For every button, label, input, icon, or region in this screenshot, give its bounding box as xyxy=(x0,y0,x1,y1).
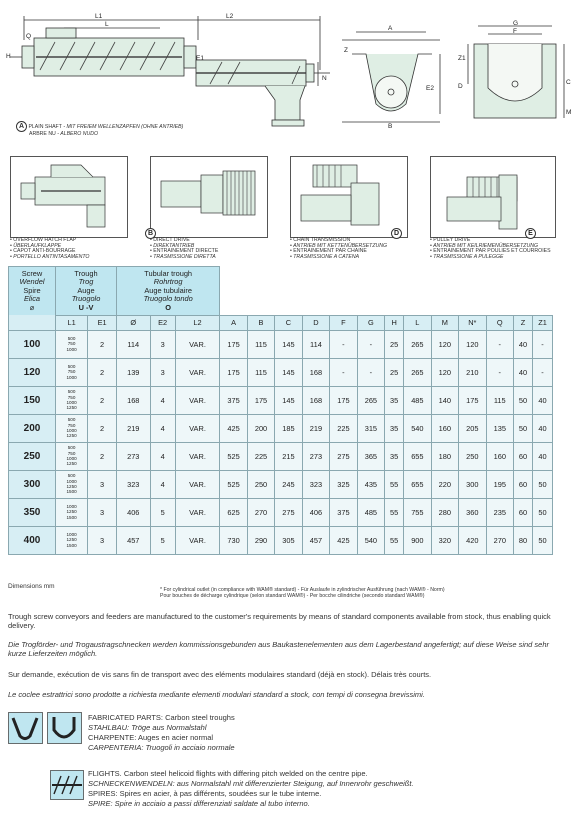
dimensions-note: Dimensions mm xyxy=(8,583,55,590)
table-cell: 168 xyxy=(302,358,329,386)
l1-length-value: 1250 xyxy=(66,484,77,489)
spec-table xyxy=(8,266,553,555)
table-cell: 220 xyxy=(431,470,458,498)
column-header: Ø xyxy=(117,315,151,330)
table-cell: 315 xyxy=(357,414,384,442)
column-header: B xyxy=(247,315,274,330)
label-L1: L1 xyxy=(95,13,103,20)
l1-lengths-cell xyxy=(56,442,88,470)
table-group-header xyxy=(9,267,553,316)
l1-length-value: 1000 xyxy=(66,374,77,380)
overflow-hatch-drawing xyxy=(11,157,125,235)
column-header: M xyxy=(431,315,458,330)
table-cell: 3 xyxy=(150,358,175,386)
table-cell: - xyxy=(330,330,357,358)
screw-flight-icon xyxy=(50,770,84,800)
table-cell: 114 xyxy=(117,330,151,358)
l1-length-value: 500 xyxy=(67,445,76,451)
table-cell: 2 xyxy=(88,358,117,386)
table-cell: 120 xyxy=(459,330,486,358)
label-M: M xyxy=(566,109,572,116)
table-cell: VAR. xyxy=(175,330,220,358)
table-cell: 275 xyxy=(330,442,357,470)
table-cell: 265 xyxy=(357,386,384,414)
l1-lengths-cell xyxy=(56,386,88,414)
l1-length-value: 500 xyxy=(67,417,76,423)
l1-length-value: 750 xyxy=(67,422,76,428)
l1-length-value: 1000 xyxy=(66,503,77,509)
l1-length-value: 1500 xyxy=(66,514,77,520)
screw-size-cell: 120 xyxy=(9,358,56,386)
badge-b: B xyxy=(145,228,156,239)
column-header: Q xyxy=(486,315,513,330)
table-cell: 80 xyxy=(514,526,533,554)
screw-size-cell: 100 xyxy=(9,330,56,358)
table-cell: 525 xyxy=(220,442,247,470)
column-header: C xyxy=(275,315,302,330)
table-cell: 3 xyxy=(88,526,117,554)
table-cell: 55 xyxy=(385,526,404,554)
table-cell: 2 xyxy=(88,386,117,414)
l1-length-value: 500 xyxy=(67,389,76,395)
table-cell: 250 xyxy=(247,470,274,498)
l1-length-value: 1250 xyxy=(66,405,77,411)
table-cell: 120 xyxy=(431,358,458,386)
l1-length-value: 500 xyxy=(67,473,76,479)
table-cell: 270 xyxy=(247,498,274,526)
table-cell: 225 xyxy=(330,414,357,442)
table-cell: 5 xyxy=(150,498,175,526)
table-cell: 35 xyxy=(385,386,404,414)
table-cell: 40 xyxy=(514,358,533,386)
table-row xyxy=(9,442,553,470)
table-cell: 425 xyxy=(220,414,247,442)
table-cell: 323 xyxy=(302,470,329,498)
table-cell: 3 xyxy=(150,330,175,358)
trough-header: Trough Trog Auge Truogolo U -V xyxy=(56,267,117,316)
table-cell: 175 xyxy=(330,386,357,414)
table-cell: 60 xyxy=(514,470,533,498)
l1-length-value: 750 xyxy=(67,450,76,456)
table-cell: VAR. xyxy=(175,442,220,470)
table-cell: - xyxy=(486,358,513,386)
table-cell: 50 xyxy=(533,526,553,554)
table-cell: - xyxy=(357,358,384,386)
l1-lengths-cell xyxy=(56,526,88,554)
l1-length-value: 750 xyxy=(67,341,76,347)
table-cell: 115 xyxy=(486,386,513,414)
label-Q: Q xyxy=(26,33,32,40)
table-cell: 35 xyxy=(385,442,404,470)
table-cell: 540 xyxy=(357,526,384,554)
table-cell: 265 xyxy=(404,358,431,386)
table-cell: 60 xyxy=(514,498,533,526)
table-cell: 168 xyxy=(302,386,329,414)
drive-option-overflow xyxy=(10,156,128,238)
label-F: F xyxy=(513,28,517,35)
table-cell: VAR. xyxy=(175,470,220,498)
table-footnote: * For cylindrical outlet (in compliance with WAM® standard) - Für Auslaufe in zylindrischer Ausführung (nach WAM® - Norm) Pour bouches de décharge cylindrique (selon standard WAM®) - Per bocche cilindriche (secondo standard WAM®) xyxy=(160,587,445,600)
table-cell: 25 xyxy=(385,358,404,386)
table-row xyxy=(9,470,553,498)
table-cell: 50 xyxy=(533,498,553,526)
table-cell: 425 xyxy=(330,526,357,554)
table-cell: 270 xyxy=(486,526,513,554)
trough-profiles-icon xyxy=(8,712,84,744)
table-row xyxy=(9,330,553,358)
table-cell: 375 xyxy=(220,386,247,414)
drive-option-direct xyxy=(150,156,268,238)
table-cell: 5 xyxy=(150,526,175,554)
table-cell: 40 xyxy=(533,442,553,470)
drive-option-pulley xyxy=(430,156,556,238)
table-cell: 140 xyxy=(431,386,458,414)
table-cell: 25 xyxy=(385,330,404,358)
table-cell: 168 xyxy=(117,386,151,414)
badge-e: E xyxy=(525,228,536,239)
table-cell: 160 xyxy=(431,414,458,442)
l1-lengths-cell xyxy=(56,470,88,498)
l1-lengths-cell xyxy=(56,358,88,386)
table-cell: VAR. xyxy=(175,526,220,554)
column-header: L xyxy=(404,315,431,330)
column-header: G xyxy=(357,315,384,330)
table-cell: 2 xyxy=(88,442,117,470)
table-cell: 175 xyxy=(220,330,247,358)
table-cell: 457 xyxy=(302,526,329,554)
paragraph-en: Trough screw conveyors and feeders are manufactured to the customer's requirements by means of standard components available from stock, thus enabling quick delivery. xyxy=(8,612,551,631)
tubular-cross-section-drawing xyxy=(456,18,576,128)
table-cell: 3 xyxy=(88,498,117,526)
table-cell: 900 xyxy=(404,526,431,554)
paragraph-it: Le coclee estrattrici sono prodotte a richiesta mediante elementi modulari standard a stock, con tempi di consegna brevissimi. xyxy=(8,690,425,699)
table-cell: 406 xyxy=(302,498,329,526)
table-cell: 280 xyxy=(431,498,458,526)
table-cell: 200 xyxy=(247,414,274,442)
table-cell: 180 xyxy=(431,442,458,470)
table-cell: 205 xyxy=(459,414,486,442)
table-cell: 175 xyxy=(247,386,274,414)
table-cell: 40 xyxy=(533,386,553,414)
column-header: L2 xyxy=(175,315,220,330)
label-N: N xyxy=(322,75,327,82)
label-Z1: Z1 xyxy=(458,55,466,62)
table-cell: 655 xyxy=(404,470,431,498)
label-C: C xyxy=(566,79,571,86)
table-cell: 115 xyxy=(247,358,274,386)
table-cell: 420 xyxy=(459,526,486,554)
table-cell: 4 xyxy=(150,470,175,498)
table-cell: 145 xyxy=(275,330,302,358)
label-E1: E1 xyxy=(196,55,204,62)
table-cell: 115 xyxy=(247,330,274,358)
chain-transmission-drawing xyxy=(291,157,405,235)
table-cell: 225 xyxy=(247,442,274,470)
caption-overflow: • OVERFLOW HATCH FLAP • ÜBERLAUFKLAPPE • CAPOT ANTI-BOURRAGE • PORTELLO ANTINTASAMENTO xyxy=(10,237,90,260)
table-cell: 655 xyxy=(404,442,431,470)
table-cell: 325 xyxy=(330,470,357,498)
table-cell: 175 xyxy=(459,386,486,414)
table-cell: 50 xyxy=(514,414,533,442)
table-cell: 730 xyxy=(220,526,247,554)
column-header: E2 xyxy=(150,315,175,330)
table-cell: 375 xyxy=(330,498,357,526)
table-cell: 305 xyxy=(275,526,302,554)
table-cell: 195 xyxy=(486,470,513,498)
table-cell: 275 xyxy=(275,498,302,526)
caption-pulley: • PULLEY DRIVE • ANTRIEB MIT KEILRIEMENÜBERSETZUNG • ENTRAINEMENT PAR POULIES ET COURROIES • TRASMISSIONE A PULEGGE xyxy=(430,237,551,260)
table-cell: 265 xyxy=(404,330,431,358)
table-cell: 485 xyxy=(357,498,384,526)
table-cell: - xyxy=(330,358,357,386)
table-cell: 2 xyxy=(88,414,117,442)
paragraph-fr: Sur demande, exécution de vis sans fin de transport avec des eléments modulaires standard (déjà en stock). Délais très courts. xyxy=(8,670,432,679)
l1-length-value: 1500 xyxy=(66,489,77,495)
table-cell: 35 xyxy=(385,414,404,442)
l1-length-value: 1000 xyxy=(66,456,77,461)
caption-chain: • CHAIN TRANSMISSION • ANTRIEB MIT KETTENÜBERSETZUNG • ENTRAINEMENT PAR CHAINE • TRASMISSIONE A CATENA xyxy=(290,237,388,260)
table-row xyxy=(9,526,553,554)
table-cell: 210 xyxy=(459,358,486,386)
label-D: D xyxy=(458,83,463,90)
l1-length-value: 750 xyxy=(67,394,76,400)
table-cell: 755 xyxy=(404,498,431,526)
screw-size-cell: 150 xyxy=(9,386,56,414)
l1-length-value: 1500 xyxy=(66,542,77,548)
screw-size-cell: 300 xyxy=(9,470,56,498)
table-cell: 457 xyxy=(117,526,151,554)
column-header: F xyxy=(330,315,357,330)
paragraph-de: Die Trogförder- und Trogaustragschnecken werden kommissionsgebunden aus Baukastenelementen aus dem Lagerbestand angefertigt; auf diese Weise sind sehr kurze Lieferzeiten möglich. xyxy=(8,640,550,659)
l1-lengths-cell xyxy=(56,498,88,526)
table-cell: 250 xyxy=(459,442,486,470)
table-row xyxy=(9,358,553,386)
direct-drive-drawing xyxy=(151,157,265,235)
label-B: B xyxy=(388,123,393,128)
l1-length-value: 500 xyxy=(67,335,76,341)
table-cell: 185 xyxy=(275,414,302,442)
table-cell: - xyxy=(533,358,553,386)
table-cell: 145 xyxy=(275,386,302,414)
caption-plain-shaft: A PLAIN SHAFT - MIT FREIEM WELLENZAPFEN (OHNE ANTRIEB) ARBRE NU - ALBERO NUDO xyxy=(16,121,183,138)
table-cell: 120 xyxy=(431,330,458,358)
table-row xyxy=(9,414,553,442)
tubular-header: Tubular trough Rohrtrog Auge tubulaire Truogolo tondo O xyxy=(117,267,220,316)
column-header: A xyxy=(220,315,247,330)
table-cell: 625 xyxy=(220,498,247,526)
table-cell: 145 xyxy=(275,358,302,386)
l1-lengths-cell xyxy=(56,330,88,358)
l1-length-value: 1000 xyxy=(66,531,77,537)
table-cell: 406 xyxy=(117,498,151,526)
label-A: A xyxy=(388,25,393,32)
table-cell: 4 xyxy=(150,386,175,414)
table-cell: 235 xyxy=(486,498,513,526)
screw-size-cell: 400 xyxy=(9,526,56,554)
l1-length-value: 1250 xyxy=(66,433,77,439)
column-header: L1 xyxy=(56,315,88,330)
table-cell: 40 xyxy=(514,330,533,358)
table-cell: 290 xyxy=(247,526,274,554)
flights-text: FLIGHTS. Carbon steel helicoid flights with differing pitch welded on the centre pipe. SCHNECKENWENDELN: aus Normalstahl mit differenzierter Steigung, auf Innenrohr geschweißt. SPIRES: Spires en acier, à pas différents, soudées sur le tube interne. SPIRE: Spire in acciaio a passi differenziati saldate al tubo interno. xyxy=(88,769,414,808)
table-cell: 60 xyxy=(514,442,533,470)
l1-length-value: 1000 xyxy=(66,478,77,484)
table-cell: 435 xyxy=(357,470,384,498)
table-cell: 50 xyxy=(514,386,533,414)
table-cell: 135 xyxy=(486,414,513,442)
table-cell: 219 xyxy=(302,414,329,442)
trough-cross-section-drawing xyxy=(336,18,458,128)
table-cell: 3 xyxy=(88,470,117,498)
table-cell: VAR. xyxy=(175,386,220,414)
l1-length-value: 1000 xyxy=(66,428,77,433)
l1-length-value: 1000 xyxy=(66,400,77,405)
table-cell: 175 xyxy=(220,358,247,386)
label-L2: L2 xyxy=(226,13,234,20)
table-cell: 160 xyxy=(486,442,513,470)
l1-length-value: 750 xyxy=(67,369,76,375)
table-cell: 245 xyxy=(275,470,302,498)
l1-length-value: 1250 xyxy=(66,537,77,543)
table-cell: 273 xyxy=(117,442,151,470)
table-cell: 215 xyxy=(275,442,302,470)
table-cell: 320 xyxy=(431,526,458,554)
column-header: N* xyxy=(459,315,486,330)
table-cell: 4 xyxy=(150,414,175,442)
label-L: L xyxy=(105,21,109,28)
badge-a: A xyxy=(16,121,27,132)
table-cell: 40 xyxy=(533,414,553,442)
table-cell: 2 xyxy=(88,330,117,358)
screw-size-cell: 350 xyxy=(9,498,56,526)
label-G: G xyxy=(513,20,519,27)
table-cell: - xyxy=(486,330,513,358)
table-cell: 273 xyxy=(302,442,329,470)
screw-size-cell: 250 xyxy=(9,442,56,470)
l1-lengths-cell xyxy=(56,414,88,442)
table-cell: 360 xyxy=(459,498,486,526)
column-header: Z1 xyxy=(533,315,553,330)
table-cell: - xyxy=(533,330,553,358)
table-cell: 365 xyxy=(357,442,384,470)
table-cell: 4 xyxy=(150,442,175,470)
table-row xyxy=(9,386,553,414)
table-cell: VAR. xyxy=(175,414,220,442)
table-cell: 540 xyxy=(404,414,431,442)
label-E2: E2 xyxy=(426,85,434,92)
table-cell: 50 xyxy=(533,470,553,498)
table-cell: 55 xyxy=(385,470,404,498)
table-cell: 139 xyxy=(117,358,151,386)
l1-length-value: 1250 xyxy=(66,509,77,515)
table-cell: - xyxy=(357,330,384,358)
table-cell: 55 xyxy=(385,498,404,526)
table-cell: 525 xyxy=(220,470,247,498)
screw-header: Screw Wendel Spire Elica ⌀ xyxy=(9,267,56,316)
l1-length-value: 1250 xyxy=(66,461,77,467)
fabricated-parts-text: FABRICATED PARTS: Carbon steel troughs STAHLBAU: Tröge aus Normalstahl CHARPENTE: Auges en acier normal CARPENTERIA: Truogoli in acciaio normale xyxy=(88,713,235,752)
column-header: Z xyxy=(514,315,533,330)
column-header: E1 xyxy=(88,315,117,330)
badge-d: D xyxy=(391,228,402,239)
table-row xyxy=(9,498,553,526)
l1-length-value: 1000 xyxy=(66,346,77,352)
l1-length-value: 500 xyxy=(67,363,76,369)
table-cell: 219 xyxy=(117,414,151,442)
column-header: H xyxy=(385,315,404,330)
table-cell: 300 xyxy=(459,470,486,498)
label-H: H xyxy=(6,53,11,60)
table-cell: 114 xyxy=(302,330,329,358)
table-cell: VAR. xyxy=(175,498,220,526)
table-column-header xyxy=(9,315,553,330)
column-header: D xyxy=(302,315,329,330)
screw-size-cell: 200 xyxy=(9,414,56,442)
table-cell: 323 xyxy=(117,470,151,498)
table-cell: 485 xyxy=(404,386,431,414)
table-cell: VAR. xyxy=(175,358,220,386)
label-Z: Z xyxy=(344,47,348,54)
caption-direct: • DIRECT DRIVE • DIREKTANTRIEB • ENTRAINEMENT DIRECTE • TRASMISSIONE DIRETTA xyxy=(150,237,219,260)
